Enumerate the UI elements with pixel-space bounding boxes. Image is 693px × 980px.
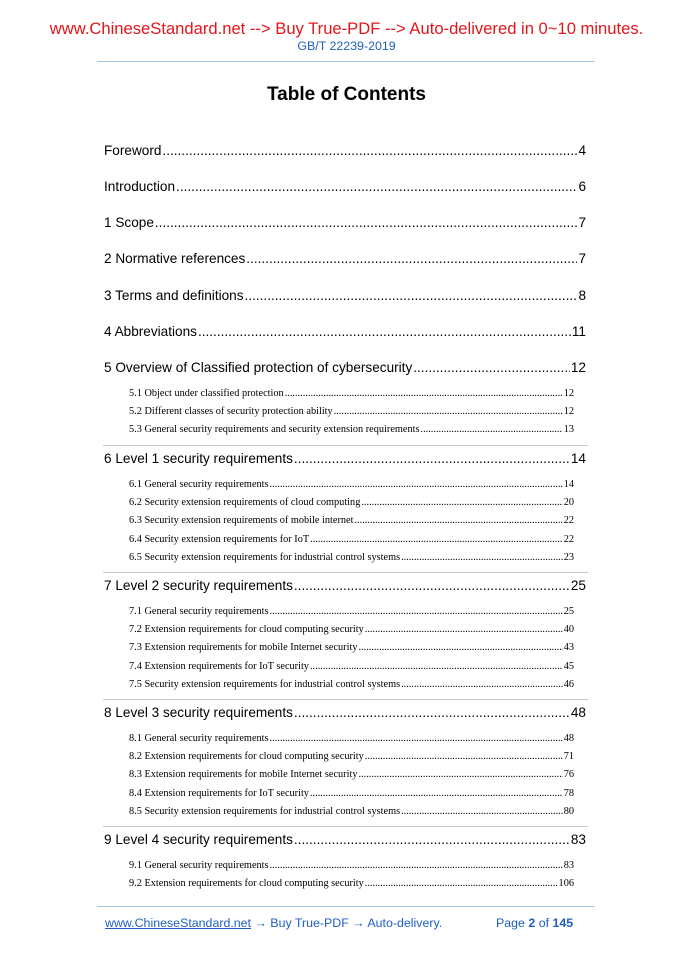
toc-subentry[interactable]: [129, 606, 574, 617]
current-page: 2: [528, 916, 536, 930]
toc-subentry[interactable]: [129, 515, 574, 526]
toc-subentry[interactable]: [129, 479, 574, 490]
section-divider: [103, 826, 588, 827]
toc-leader-dots: [413, 360, 570, 375]
total-pages: 145: [552, 916, 574, 930]
toc-subentry-page: 14: [563, 479, 574, 490]
toc-entry[interactable]: [104, 251, 586, 266]
toc-entry[interactable]: [104, 143, 586, 158]
toc-leader-dots: [294, 705, 570, 720]
section-divider: [103, 699, 588, 700]
toc-leader-dots: [246, 251, 577, 266]
toc-entry-page: 8: [578, 288, 586, 303]
toc-leader-dots: [294, 832, 570, 847]
toc-subentry-label: 8.1 General security requirements: [129, 733, 269, 744]
toc-entry-label: 5 Overview of Classified protection of cybersecurity: [104, 360, 413, 375]
toc-subentry-page: 12: [563, 388, 574, 399]
toc-entry-label: 9 Level 4 security requirements: [104, 832, 293, 847]
toc-subentry-label: 5.1 Object under classified protection: [129, 388, 284, 399]
toc-subentry-label: 7.5 Security extension requirements for industrial control systems: [129, 678, 401, 690]
toc-subentry-page: 80: [563, 805, 574, 817]
toc-leader-dots: [401, 806, 563, 817]
toc-leader-dots: [358, 769, 562, 780]
header-banner[interactable]: www.ChineseStandard.net --> Buy True-PDF --> Auto-delivered in 0~10 minutes.: [49, 19, 644, 38]
toc-subentry-label: 8.3 Extension requirements for mobile Internet security: [129, 769, 358, 781]
toc-entry-page: 4: [578, 143, 586, 158]
toc-leader-dots: [162, 143, 577, 158]
toc-subentry[interactable]: [129, 534, 574, 545]
toc-entry-page: 6: [578, 179, 586, 194]
toc-subentry-label: 6.1 General security requirements: [129, 479, 269, 490]
page-title: Table of Contents: [266, 84, 427, 105]
toc-subentry-page: 22: [563, 533, 574, 545]
toc-leader-dots: [354, 515, 562, 526]
footer-text: → Buy True-PDF → Auto-delivery.: [251, 916, 443, 930]
toc-subentry-page: 83: [563, 860, 574, 871]
toc-leader-dots: [310, 661, 563, 672]
toc-subentry-label: 9.2 Extension requirements for cloud computing security: [129, 878, 364, 890]
toc-entry-page: 83: [570, 832, 586, 847]
toc-leader-dots: [270, 733, 563, 744]
toc-entry-label: 4 Abbreviations: [104, 324, 197, 339]
toc-subentry[interactable]: [129, 806, 574, 817]
toc-subentry-page: 23: [563, 551, 574, 563]
toc-entry[interactable]: [104, 578, 586, 593]
toc-subentry-label: 6.2 Security extension requirements of cloud computing: [129, 497, 361, 509]
toc-leader-dots: [270, 606, 563, 617]
footer-divider: [97, 906, 595, 907]
toc-subentry-label: 7.2 Extension requirements for cloud computing security: [129, 624, 364, 636]
toc-leader-dots: [245, 288, 578, 303]
header-divider: [97, 61, 595, 62]
toc-subentry[interactable]: [129, 661, 574, 672]
toc-subentry[interactable]: [129, 388, 574, 399]
toc-subentry[interactable]: [129, 679, 574, 690]
toc-subentry[interactable]: [129, 497, 574, 508]
toc-entry-page: 7: [578, 251, 586, 266]
toc-entry[interactable]: [104, 360, 586, 375]
toc-entry-page: 11: [571, 324, 586, 339]
standard-number: GB/T 22239-2019: [297, 39, 396, 53]
toc-entry[interactable]: [104, 832, 586, 847]
toc-leader-dots: [358, 642, 562, 653]
toc-leader-dots: [176, 179, 577, 194]
toc-subentry[interactable]: [129, 406, 574, 417]
toc-subentry-label: 5.2 Different classes of security protection ability: [129, 406, 333, 418]
toc-subentry[interactable]: [129, 769, 574, 780]
page-prefix: Page: [496, 916, 529, 930]
toc-entry-label: 8 Level 3 security requirements: [104, 705, 293, 720]
toc-leader-dots: [401, 679, 563, 690]
toc-entry-label: 2 Normative references: [104, 251, 246, 266]
toc-subentry[interactable]: [129, 878, 574, 889]
toc-entry-label: 1 Scope: [104, 215, 154, 230]
toc-subentry[interactable]: [129, 624, 574, 635]
toc-subentry-label: 8.4 Extension requirements for IoT security: [129, 787, 309, 799]
toc-subentry-label: 5.3 General security requirements and security extension requirements: [129, 424, 420, 436]
footer-link[interactable]: www.ChineseStandard.net: [105, 916, 252, 930]
toc-subentry-page: 13: [563, 424, 574, 436]
toc-subentry-page: 48: [563, 733, 574, 744]
toc-entry-page: 25: [570, 578, 586, 593]
toc-leader-dots: [365, 624, 563, 635]
toc-entry[interactable]: [104, 288, 586, 303]
toc-subentry-label: 6.4 Security extension requirements for IoT: [129, 533, 310, 545]
toc-entry-label: 6 Level 1 security requirements: [104, 451, 293, 466]
toc-subentry-page: 76: [563, 769, 574, 781]
toc-subentry[interactable]: [129, 424, 574, 435]
toc-subentry-page: 22: [563, 515, 574, 527]
toc-entry-page: 12: [570, 360, 586, 375]
toc-leader-dots: [198, 324, 571, 339]
toc-leader-dots: [294, 578, 570, 593]
toc-subentry[interactable]: [129, 860, 574, 871]
toc-entry[interactable]: [104, 451, 586, 466]
toc-subentry-label: 6.3 Security extension requirements of mobile internet: [129, 515, 354, 527]
toc-entry-page: 7: [578, 215, 586, 230]
toc-leader-dots: [310, 788, 563, 799]
toc-subentry-label: 9.1 General security requirements: [129, 860, 269, 871]
toc-subentry-label: 6.5 Security extension requirements for industrial control systems: [129, 551, 401, 563]
toc-subentry-page: 43: [563, 642, 574, 654]
toc-subentry-page: 46: [563, 678, 574, 690]
toc-entry[interactable]: [104, 215, 586, 230]
toc-subentry-page: 71: [563, 751, 574, 763]
toc-subentry-page: 40: [563, 624, 574, 636]
toc-leader-dots: [285, 388, 563, 399]
toc-subentry[interactable]: [129, 642, 574, 653]
toc-leader-dots: [401, 552, 563, 563]
toc-subentry-page: 25: [563, 606, 574, 617]
toc-entry-label: 3 Terms and definitions: [104, 288, 244, 303]
toc-subentry-page: 78: [563, 787, 574, 799]
page-of: of: [535, 916, 553, 930]
toc-subentry[interactable]: [129, 751, 574, 762]
toc-subentry[interactable]: [129, 788, 574, 799]
toc-entry-label: Foreword: [104, 143, 162, 158]
toc-subentry-label: 7.4 Extension requirements for IoT security: [129, 660, 309, 672]
page-indicator: [496, 916, 573, 930]
toc-leader-dots: [155, 215, 578, 230]
toc-subentry[interactable]: [129, 733, 574, 744]
toc-entry-label: Introduction: [104, 179, 176, 194]
toc-leader-dots: [334, 406, 563, 417]
toc-leader-dots: [294, 451, 570, 466]
toc-leader-dots: [270, 860, 563, 871]
toc-entry[interactable]: [104, 324, 586, 339]
toc-subentry-page: 12: [563, 406, 574, 418]
toc-leader-dots: [361, 497, 562, 508]
footer-left: [105, 916, 442, 930]
toc-entry-page: 14: [570, 451, 586, 466]
toc-subentry-page: 20: [563, 497, 574, 509]
toc-subentry-label: 7.1 General security requirements: [129, 606, 269, 617]
toc-subentry-label: 8.5 Security extension requirements for industrial control systems: [129, 805, 401, 817]
section-divider: [103, 572, 588, 573]
toc-entry-label: 7 Level 2 security requirements: [104, 578, 293, 593]
toc-entry[interactable]: [104, 705, 586, 720]
toc-subentry-label: 7.3 Extension requirements for mobile Internet security: [129, 642, 358, 654]
toc-leader-dots: [310, 534, 563, 545]
toc-leader-dots: [365, 751, 563, 762]
toc-subentry-page: 106: [558, 878, 574, 890]
toc-subentry[interactable]: [129, 552, 574, 563]
toc-subentry-label: 8.2 Extension requirements for cloud computing security: [129, 751, 364, 763]
toc-leader-dots: [421, 424, 563, 435]
toc-leader-dots: [270, 479, 563, 490]
toc-leader-dots: [365, 878, 558, 889]
section-divider: [103, 445, 588, 446]
toc-entry-page: 48: [570, 705, 586, 720]
toc-entry[interactable]: [104, 179, 586, 194]
toc-subentry-page: 45: [563, 660, 574, 672]
